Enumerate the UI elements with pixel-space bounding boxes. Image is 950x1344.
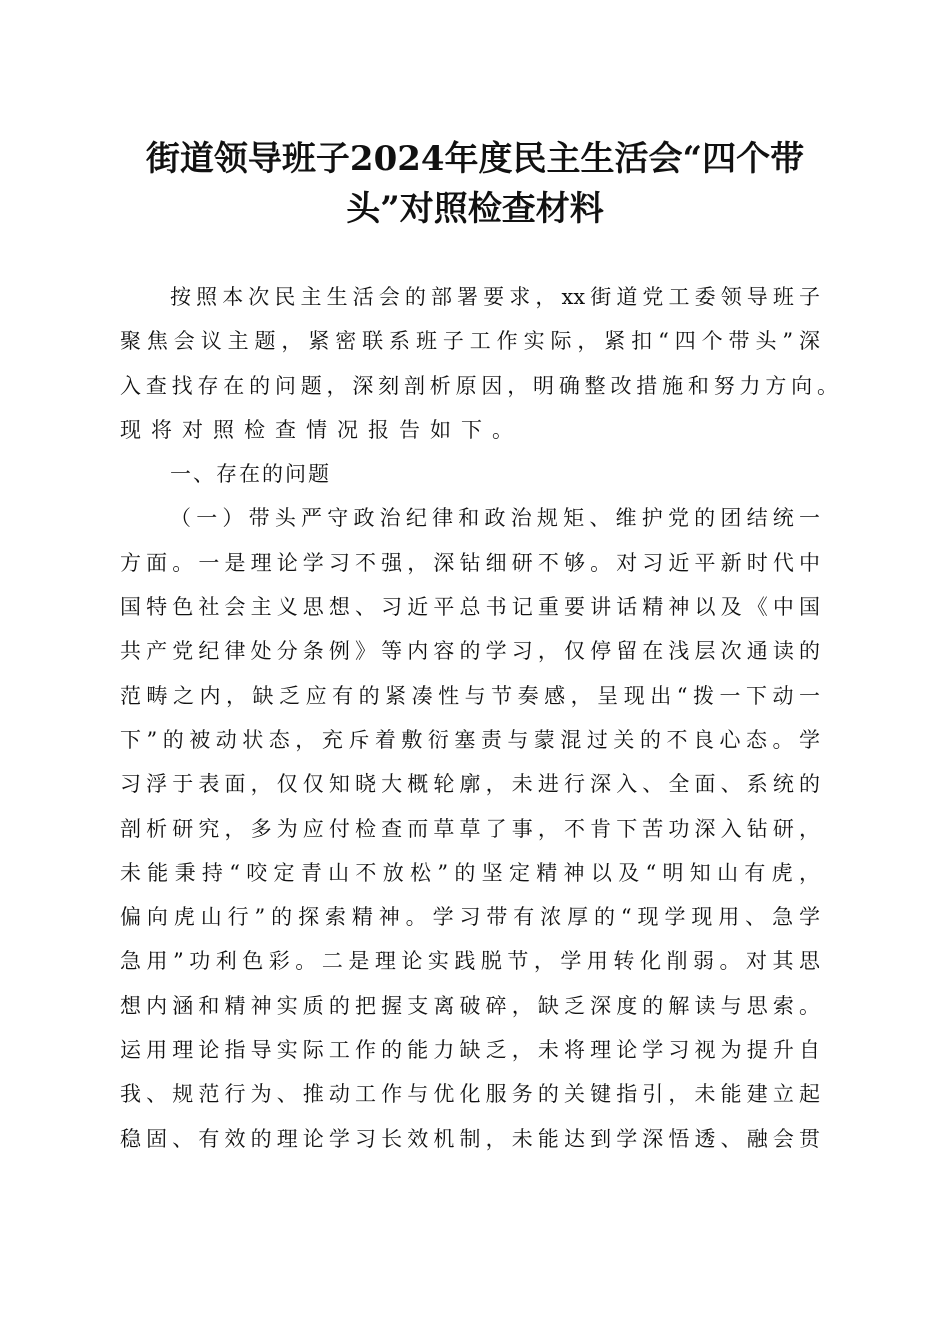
intro-paragraph-line: 按照本次民主生活会的部署要求，xx街道党工委领导班子: [170, 285, 820, 309]
body-paragraph-line: 偏向虎山行”的探索精神。学习带有浓厚的“现学现用、急学: [120, 905, 820, 930]
body-paragraph-line: 未能秉持“咬定青山不放松”的坚定精神以及“明知山有虎，: [120, 860, 820, 885]
subsection-heading-line: （一）带头严守政治纪律和政治规矩、维护党的团结统一: [170, 506, 820, 531]
body-paragraph-line: 下”的被动状态，充斥着敷衍塞责与蒙混过关的不良心态。学: [120, 727, 820, 752]
intro-paragraph-line: 现将对照检查情况报告如下。: [120, 417, 523, 442]
section-heading: 一、存在的问题: [170, 462, 331, 487]
body-paragraph-line: 想内涵和精神实质的把握支离破碎，缺乏深度的解读与思索。: [120, 993, 820, 1018]
intro-paragraph-line: 入查找存在的问题，深刻剖析原因，明确整改措施和努力方向。: [120, 373, 838, 398]
body-paragraph-line: 习浮于表面，仅仅知晓大概轮廓，未进行深入、全面、系统的: [120, 772, 820, 797]
body-paragraph-line: 我、规范行为、推动工作与优化服务的关键指引，未能建立起: [120, 1082, 820, 1107]
body-paragraph-line: 国特色社会主义思想、习近平总书记重要讲话精神以及《中国: [120, 595, 820, 620]
document-title-line-2: 头”对照检查材料: [346, 189, 604, 229]
document-title-line-1: 街道领导班子2024年度民主生活会“四个带: [145, 139, 805, 179]
document-body: [120, 275, 838, 1161]
body-paragraph-line: 范畴之内，缺乏应有的紧凑性与节奏感，呈现出“拨一下动一: [120, 683, 820, 708]
body-paragraph-line: 方面。一是理论学习不强，深钻细研不够。对习近平新时代中: [120, 550, 820, 575]
body-paragraph-line: 急用”功利色彩。二是理论实践脱节，学用转化削弱。对其思: [120, 949, 820, 974]
body-paragraph-line: 稳固、有效的理论学习长效机制，未能达到学深悟透、融会贯: [120, 1126, 820, 1151]
body-paragraph-line: 共产党纪律处分条例》等内容的学习，仅停留在浅层次通读的: [120, 639, 820, 664]
intro-paragraph-line: 聚焦会议主题，紧密联系班子工作实际，紧扣“四个带头”深: [120, 329, 820, 354]
body-paragraph-line: 运用理论指导实际工作的能力缺乏，未将理论学习视为提升自: [120, 1038, 820, 1063]
body-paragraph-line: 剖析研究，多为应付检查而草草了事，不肯下苦功深入钻研，: [120, 816, 820, 841]
